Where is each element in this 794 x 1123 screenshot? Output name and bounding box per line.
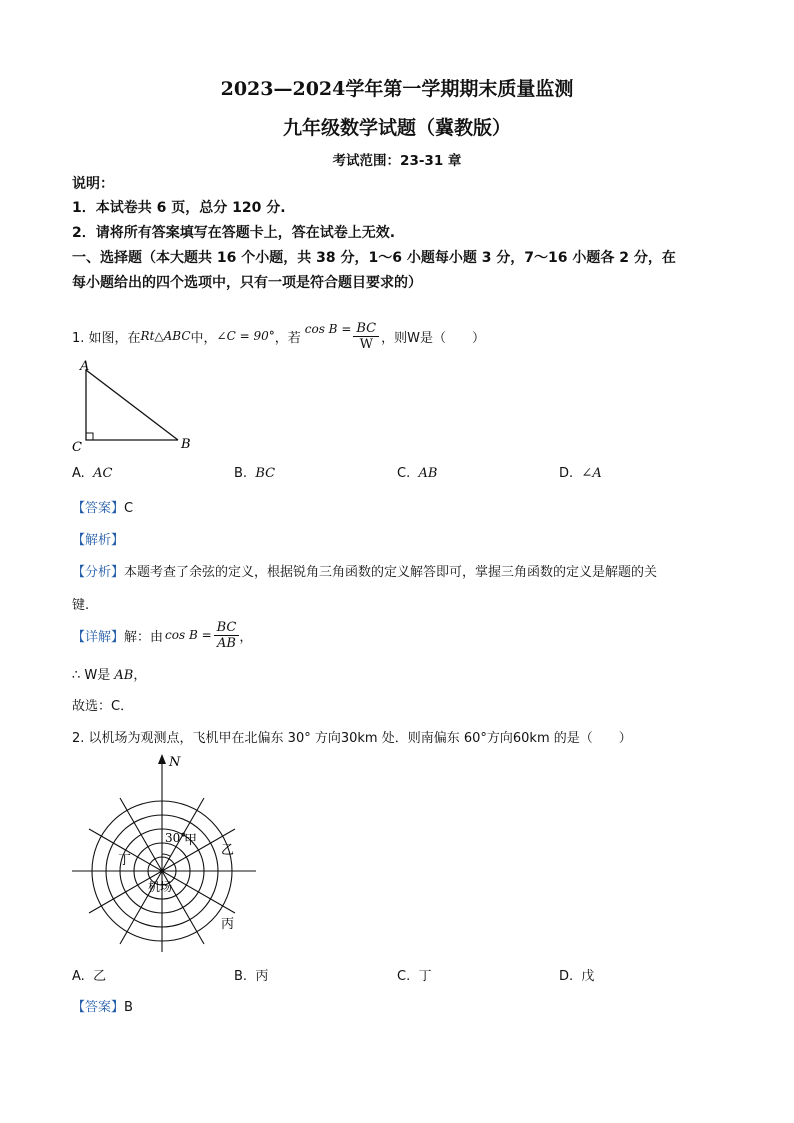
q1-option-b[interactable]: B. BC	[234, 466, 276, 481]
notes-heading: 说明：	[72, 176, 114, 192]
q1-option-a[interactable]: A. AC	[72, 466, 113, 481]
point-jia-label: 甲	[184, 833, 198, 848]
point-yi-label: 乙	[221, 843, 235, 858]
question-2-stem: 2. 以机场为观测点，飞机甲在北偏东 30° 方向30km 处．则南偏东 60°方向60km 的是（ ）	[72, 731, 632, 746]
exam-scope: 考试范围：23-31 章	[332, 153, 462, 169]
note-line-2: 2．请将所有答案填写在答题卡上，答在试卷上无效.	[72, 225, 396, 241]
q1-detail-fraction: $\frac{BC}{AB}$	[214, 620, 240, 651]
q1-therefore: ∴ W是 AB，	[72, 668, 147, 683]
vertex-a-label: A	[80, 359, 90, 374]
q1-conclusion: 故选：C．	[72, 699, 134, 714]
airport-label: 机场	[148, 880, 173, 894]
q1-fraction: $\frac{BC}{W}$	[353, 321, 379, 352]
q2-option-d[interactable]: D. 戊	[559, 969, 595, 984]
exam-subtitle: 九年级数学试题（冀教版）	[282, 117, 511, 139]
q2-option-a[interactable]: A. 乙	[72, 969, 107, 984]
q2-polar-figure	[66, 750, 266, 960]
north-label: N	[169, 755, 181, 770]
q1-option-d[interactable]: D. ∠A	[559, 466, 602, 481]
section-heading-line-1: 一、选择题（本大题共 16 个小题，共 38 分，1～6 小题每小题 3 分，7～16 小题各 2 分，在	[72, 250, 676, 266]
angle-30-label: 30°	[165, 831, 187, 845]
q2-option-c[interactable]: C. 丁	[397, 969, 432, 984]
q1-analysis-line-2: 键.	[72, 598, 90, 613]
question-1-stem: 1. 如图，在 Rt△ABC 中， ∠C = 90° ，若 cos B = $\frac{BC}{W}$ ，则W是（ ）	[72, 320, 485, 352]
q1-analysis-heading: 【解析】	[72, 533, 125, 548]
point-bing-label: 丙	[221, 917, 235, 932]
vertex-b-label: B	[181, 437, 191, 452]
note-line-1: 1．本试卷共 6 页，总分 120 分.	[72, 200, 286, 216]
section-heading-line-2: 每小题给出的四个选项中，只有一项是符合题目要求的）	[72, 275, 422, 291]
q1-detail: 【详解】 解：由 cos B = $\frac{BC}{AB}$ ，	[72, 619, 253, 651]
q1-analysis-line-1: 【分析】本题考查了余弦的定义，根据锐角三角函数的定义解答即可，掌握三角函数的定义是解题的关	[72, 565, 658, 580]
q1-answer: 【答案】C	[72, 501, 134, 516]
vertex-c-label: C	[72, 440, 82, 454]
q1-triangle-figure	[66, 358, 196, 454]
q1-option-c[interactable]: C. AB	[397, 466, 438, 481]
point-ding-label: 丁	[118, 853, 132, 868]
q2-answer: 【答案】B	[72, 1000, 133, 1015]
q2-option-b[interactable]: B. 丙	[234, 969, 269, 984]
exam-title: 2023—2024学年第一学期期末质量监测	[220, 78, 574, 100]
